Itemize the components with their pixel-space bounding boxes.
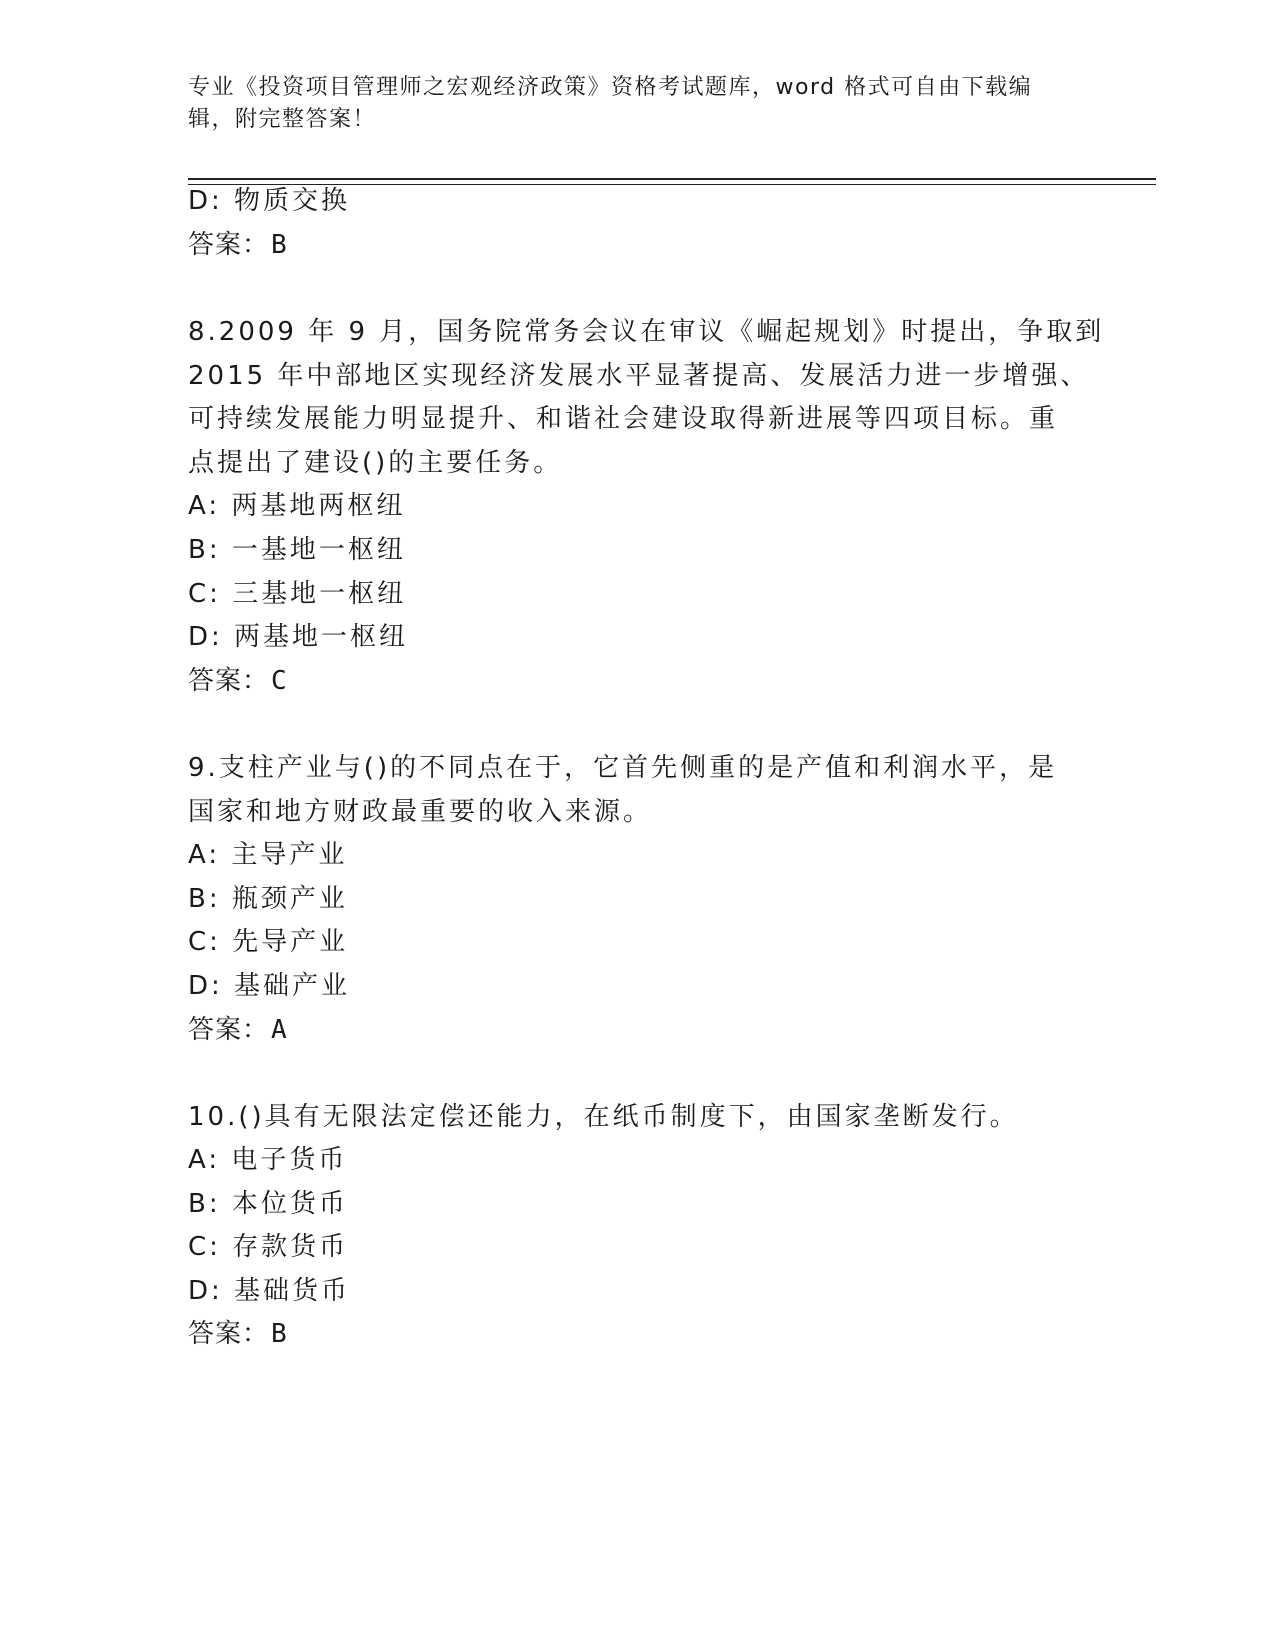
q7-answer: [188, 222, 288, 268]
answer-value: A: [271, 1015, 288, 1045]
q9-stem-line-1: 9.支柱产业与()的不同点在于，它首先侧重的是产值和利润水平，是: [188, 753, 1058, 783]
q8-option-d: D: 两基地一枢纽: [188, 622, 409, 652]
q8-stem-line-1: 8.2009 年 9 月，国务院常务会议在审议《崛起规划》时提出，争取到: [188, 317, 1105, 347]
q8-stem-line-2: 2015 年中部地区实现经济发展水平显著提高、发展活力进一步增强、: [188, 361, 1090, 391]
answer-label: 答案：: [188, 230, 270, 260]
answer-value: B: [271, 1319, 288, 1349]
header-line-1: 专业《投资项目管理师之宏观经济政策》资格考试题库，word 格式可自由下载编: [188, 75, 1033, 100]
q10-option-a: A: 电子货币: [188, 1145, 348, 1175]
header-line-2: 辑，附完整答案！: [188, 107, 377, 132]
answer-value: B: [271, 230, 288, 260]
answer-label: 答案：: [188, 666, 270, 696]
q10-option-b: B: 本位货币: [188, 1189, 348, 1219]
q9-answer: [188, 1007, 288, 1053]
q9-option-c: C: 先导产业: [188, 927, 349, 957]
q8-stem-line-4: 点提出了建设()的主要任务。: [188, 448, 563, 478]
q10-option-c: C: 存款货币: [188, 1232, 349, 1262]
document-header: [188, 72, 1068, 136]
q10-answer: [188, 1311, 288, 1357]
answer-value: C: [271, 666, 288, 696]
q9-option-b: B: 瓶颈产业: [188, 884, 348, 914]
q8-stem-line-3: 可持续发展能力明显提升、和谐社会建设取得新进展等四项目标。重: [188, 404, 1059, 434]
q8-option-b: B: 一基地一枢纽: [188, 535, 406, 565]
q10-stem-line-1: 10.()具有无限法定偿还能力，在纸币制度下，由国家垄断发行。: [188, 1102, 1019, 1132]
answer-label: 答案：: [188, 1015, 270, 1045]
q9-option-a: A: 主导产业: [188, 840, 348, 870]
q9-option-d: D: 基础产业: [188, 971, 351, 1001]
q9-stem-line-2: 国家和地方财政最重要的收入来源。: [188, 797, 653, 827]
q8-answer: [188, 658, 288, 704]
q7-option-d: D: 物质交换: [188, 186, 351, 216]
q10-option-d: D: 基础货币: [188, 1276, 351, 1306]
q8-option-c: C: 三基地一枢纽: [188, 579, 407, 609]
q8-option-a: A: 两基地两枢纽: [188, 491, 406, 521]
answer-label: 答案：: [188, 1319, 270, 1349]
